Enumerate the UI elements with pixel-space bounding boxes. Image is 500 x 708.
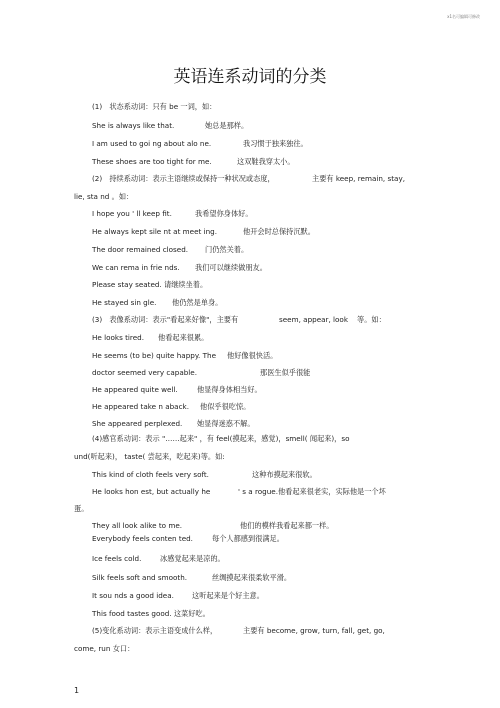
text-line: (2) 持续系动词：表示主语继续或保持一种状况或态度，: [92, 174, 275, 183]
text-line: 每个人都感到很满足。: [212, 534, 284, 543]
text-line: He seems (to be) quite happy. The: [92, 351, 216, 360]
text-line: The door remained closed.: [92, 245, 189, 254]
text-line: This food tastes good. 这菜好吃。: [92, 609, 210, 618]
text-line: (3) 表像系动词：表示"看起来好像"，主要有: [92, 315, 239, 324]
text-line: Please stay seated. 请继续坐着。: [92, 280, 208, 289]
text-line: 等。如：: [357, 315, 386, 324]
text-line: 他开会时总保持沉默。: [243, 227, 315, 236]
text-line: (5)变化系动词：表示主语变成什么样，: [92, 626, 218, 635]
text-line: ' s a rogue.他看起来很老实，实际他是一个坏: [238, 487, 386, 496]
text-line: 蛋。: [74, 504, 89, 513]
text-line: 我们可以继续做朋友。: [195, 263, 267, 272]
text-line: 他仍然是单身。: [172, 298, 223, 307]
text-line: These shoes are too tight for me.: [92, 157, 212, 166]
text-line: He stayed sin gle.: [92, 298, 157, 307]
text-line: 他看起来很累。: [158, 333, 209, 342]
text-line: 这听起来是个好主意。: [192, 591, 264, 600]
text-line: He looks hon est, but actually he: [92, 487, 211, 496]
text-line: 这双鞋我穿太小。: [237, 157, 295, 166]
text-line: 这种布摸起来很软。: [252, 470, 317, 479]
page-number: 1: [74, 686, 80, 695]
text-line: I am used to goi ng about alo ne.: [92, 139, 212, 148]
text-line: (1) 状态系动词：只有 be 一词，如：: [92, 102, 217, 111]
text-line: 主要有 become, grow, turn, fall, get, go,: [243, 626, 385, 635]
text-line: und(听起来)， taste( 尝起来，吃起来)等。如:: [74, 452, 225, 461]
text-line: I hope you ' ll keep fit.: [92, 209, 172, 218]
text-line: 他们的模样我看起来都一样。: [240, 521, 334, 530]
text-line: 她总是那样。: [205, 121, 249, 130]
text-line: come, run 女口：: [74, 644, 135, 653]
text-line: 我习惯于独来独往。: [243, 139, 308, 148]
page-header: x1名可编辑可修改: [447, 14, 480, 19]
document-title: 英语连系动词的分类: [173, 67, 327, 87]
text-line: 门仍然关着。: [205, 245, 249, 254]
text-line: Ice feels cold.: [92, 554, 142, 563]
text-line: 她显得迷惑不解。: [197, 419, 255, 428]
text-line: 我希望你身体好。: [195, 209, 253, 218]
text-line: This kind of cloth feels very soft.: [92, 470, 209, 479]
text-line: 丝绸摸起来很柔软平滑。: [212, 573, 292, 582]
text-line: Silk feels soft and smooth.: [92, 573, 188, 582]
text-line: 他好像很快活。: [227, 351, 278, 360]
text-line: Everybody feels conten ted.: [92, 534, 193, 543]
text-line: 他似乎很吃惊。: [200, 402, 251, 411]
text-line: She appeared perplexed.: [92, 419, 183, 428]
text-line: 主要有 keep, remain, stay,: [312, 174, 405, 183]
text-line: seem, appear, look: [279, 315, 348, 324]
text-line: lie, sta nd 。如：: [74, 192, 134, 201]
text-line: He always kept sile nt at meet ing.: [92, 227, 218, 236]
text-line: He looks tired.: [92, 333, 144, 342]
text-line: He appeared take n aback.: [92, 402, 189, 411]
text-line: 那医生似乎很能: [260, 368, 311, 377]
text-line: 他显得身体相当好。: [197, 385, 262, 394]
text-line: They all look alike to me.: [92, 521, 183, 530]
text-line: It sou nds a good idea.: [92, 591, 174, 600]
text-line: doctor seemed very capable.: [92, 368, 197, 377]
text-line: 冰感觉起来是凉的。: [160, 554, 225, 563]
text-line: We can rema in frie nds.: [92, 263, 180, 272]
text-line: He appeared quite well.: [92, 385, 178, 394]
text-line: She is always like that.: [92, 121, 175, 130]
text-line: (4)感官系动词：表示 "……起来" ，有 feel(摸起来，感觉)，smell( 闻起来)，so: [92, 434, 350, 443]
